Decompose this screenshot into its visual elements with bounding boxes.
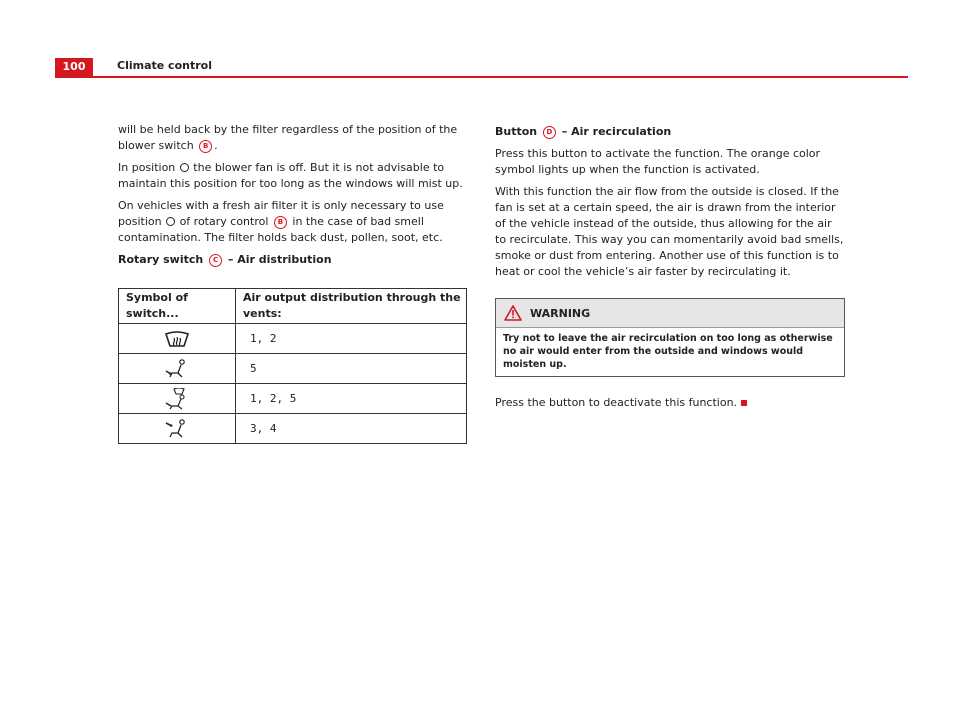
- paragraph-description: With this function the air flow from the outside is closed. If the fan is set at a certain speed, the air is drawn from the interior of the vehicle instead of the outside, thus allowing for the air to recirculate. This way you can momentarily avoid bad smells, smoke or dust from entering. Another use of this function is to heat or cool the vehicle’s air faster by recirculating it.: [495, 185, 844, 278]
- air-distribution-table: [118, 288, 467, 444]
- footwell-vent-icon: [164, 359, 190, 379]
- off-position-icon: [180, 163, 189, 172]
- header-rule: [55, 76, 908, 78]
- text: – Air distribution: [224, 253, 332, 266]
- warning-box: [495, 298, 845, 377]
- upper-body-vent-icon: [164, 419, 190, 439]
- page-header: [55, 58, 908, 78]
- end-of-section-icon: [741, 400, 747, 406]
- paragraph-deactivate: [495, 395, 845, 411]
- text: of rotary control: [176, 215, 272, 228]
- symbol-cell: [119, 354, 236, 384]
- table-row: [119, 324, 467, 354]
- heading-recirculation: [495, 124, 845, 140]
- text: In position: [118, 161, 179, 174]
- vents-cell: 1, 2: [236, 324, 467, 354]
- text: will be held back by the filter regardless of the position of the blower switch: [118, 123, 458, 152]
- control-b-badge: B: [199, 140, 212, 153]
- text: .: [214, 139, 218, 152]
- warning-body: Try not to leave the air recirculation on too long as otherwise no air would enter from the outside and windows would moisten up.: [503, 333, 833, 370]
- symbol-cell: [119, 324, 236, 354]
- warning-title: WARNING: [530, 307, 591, 320]
- control-c-badge: C: [209, 254, 222, 267]
- control-b-badge: B: [274, 216, 287, 229]
- text: the blower fan is off. But it is not advisable to maintain this position for too long as the windows will mist up.: [118, 161, 463, 190]
- windscreen-defrost-icon: [164, 330, 190, 348]
- column-header-distribution: Air output distribution through the vents:: [236, 289, 467, 324]
- paragraph-fan-off: [118, 160, 468, 192]
- text: On vehicles with a fresh air filter it is only necessary to use position: [118, 199, 444, 228]
- table-row: [119, 384, 467, 414]
- paragraph-filter: [118, 122, 468, 154]
- paragraph-fresh-air: [118, 198, 468, 246]
- column-header-symbol: Symbol of switch...: [119, 289, 236, 324]
- warning-triangle-icon: [504, 305, 522, 321]
- vents-cell: 1, 2, 5: [236, 384, 467, 414]
- text: – Air recirculation: [557, 125, 672, 138]
- symbol-cell: [119, 384, 236, 414]
- left-column: [118, 122, 468, 444]
- control-d-badge: D: [543, 126, 556, 139]
- off-position-icon: [166, 217, 175, 226]
- warning-header: [496, 299, 844, 328]
- table-header-row: [119, 289, 467, 324]
- table-row: [119, 414, 467, 444]
- text: Rotary switch: [118, 253, 208, 266]
- text: Press the button to deactivate this function.: [495, 396, 738, 409]
- heading-air-distribution: [118, 252, 468, 268]
- text: Button: [495, 125, 541, 138]
- text: in the case of bad smell contamination. The filter holds back dust, pollen, soot, etc.: [118, 215, 443, 244]
- paragraph-activate: Press this button to activate the function. The orange color symbol lights up when the function is activated.: [495, 147, 821, 176]
- section-title: Climate control: [117, 59, 212, 72]
- vents-cell: 5: [236, 354, 467, 384]
- symbol-cell: [119, 414, 236, 444]
- page-number: 100: [55, 58, 93, 76]
- right-column: [495, 122, 845, 417]
- vents-cell: 3, 4: [236, 414, 467, 444]
- table-row: [119, 354, 467, 384]
- defrost-and-footwell-icon: [164, 388, 190, 410]
